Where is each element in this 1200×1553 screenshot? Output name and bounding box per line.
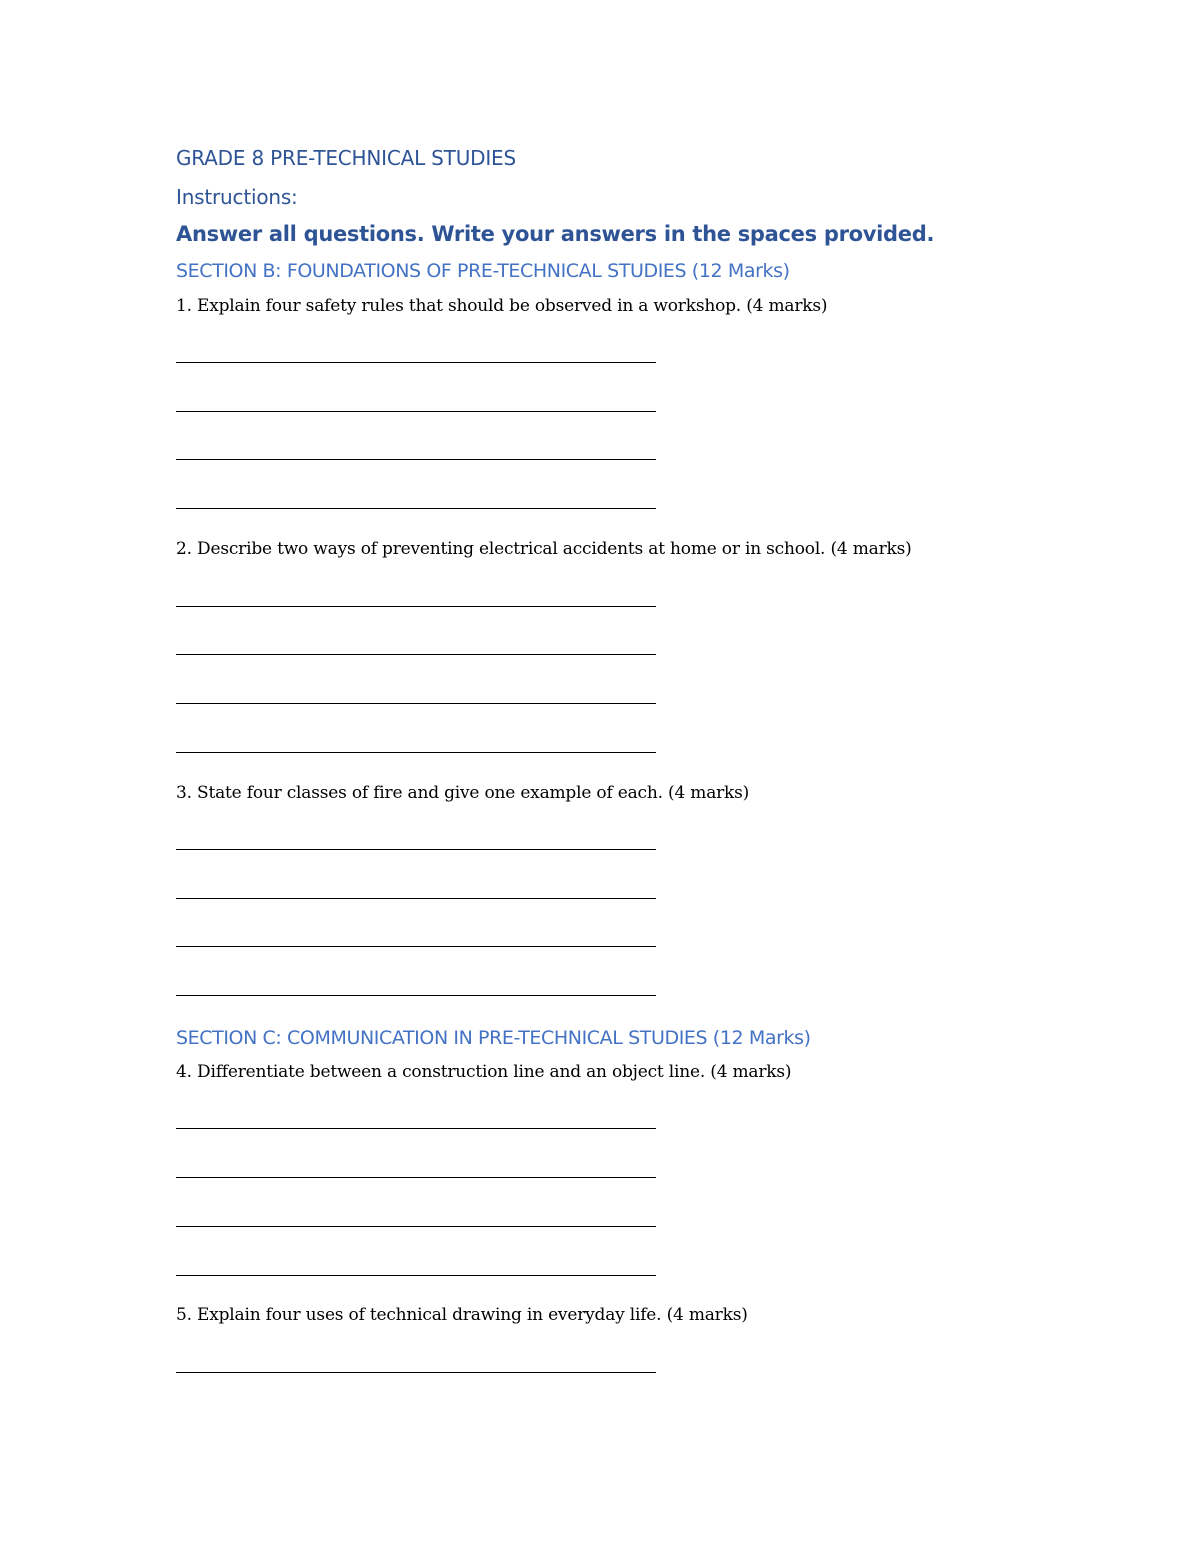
answer-line-q4-1[interactable] — [176, 1128, 656, 1129]
answer-line-q2-4[interactable] — [176, 752, 656, 753]
answer-line-q3-3[interactable] — [176, 946, 656, 947]
answer-line-q1-2[interactable] — [176, 411, 656, 412]
question-5: 5. Explain four uses of technical drawing in everyday life. (4 marks) — [176, 1305, 748, 1325]
answer-line-q5-1[interactable] — [176, 1372, 656, 1373]
section-b-heading: SECTION B: FOUNDATIONS OF PRE-TECHNICAL STUDIES (12 Marks) — [176, 260, 790, 282]
answer-line-q2-3[interactable] — [176, 703, 656, 704]
answer-line-q1-1[interactable] — [176, 362, 656, 363]
answer-line-q1-4[interactable] — [176, 508, 656, 509]
question-2: 2. Describe two ways of preventing electrical accidents at home or in school. (4 marks) — [176, 539, 912, 559]
instructions-label: Instructions: — [176, 185, 298, 209]
answer-line-q4-4[interactable] — [176, 1275, 656, 1276]
page-title: GRADE 8 PRE-TECHNICAL STUDIES — [176, 146, 516, 170]
question-1: 1. Explain four safety rules that should be observed in a workshop. (4 marks) — [176, 296, 828, 316]
answer-line-q1-3[interactable] — [176, 459, 656, 460]
question-4: 4. Differentiate between a construction line and an object line. (4 marks) — [176, 1062, 792, 1082]
question-3: 3. State four classes of fire and give one example of each. (4 marks) — [176, 783, 750, 803]
answer-line-q3-2[interactable] — [176, 898, 656, 899]
answer-line-q3-1[interactable] — [176, 849, 656, 850]
answer-line-q3-4[interactable] — [176, 995, 656, 996]
answer-line-q4-3[interactable] — [176, 1226, 656, 1227]
instructions-text: Answer all questions. Write your answers in the spaces provided. — [176, 222, 935, 246]
answer-line-q2-1[interactable] — [176, 606, 656, 607]
section-c-heading: SECTION C: COMMUNICATION IN PRE-TECHNICAL STUDIES (12 Marks) — [176, 1027, 811, 1049]
answer-line-q4-2[interactable] — [176, 1177, 656, 1178]
answer-line-q2-2[interactable] — [176, 654, 656, 655]
